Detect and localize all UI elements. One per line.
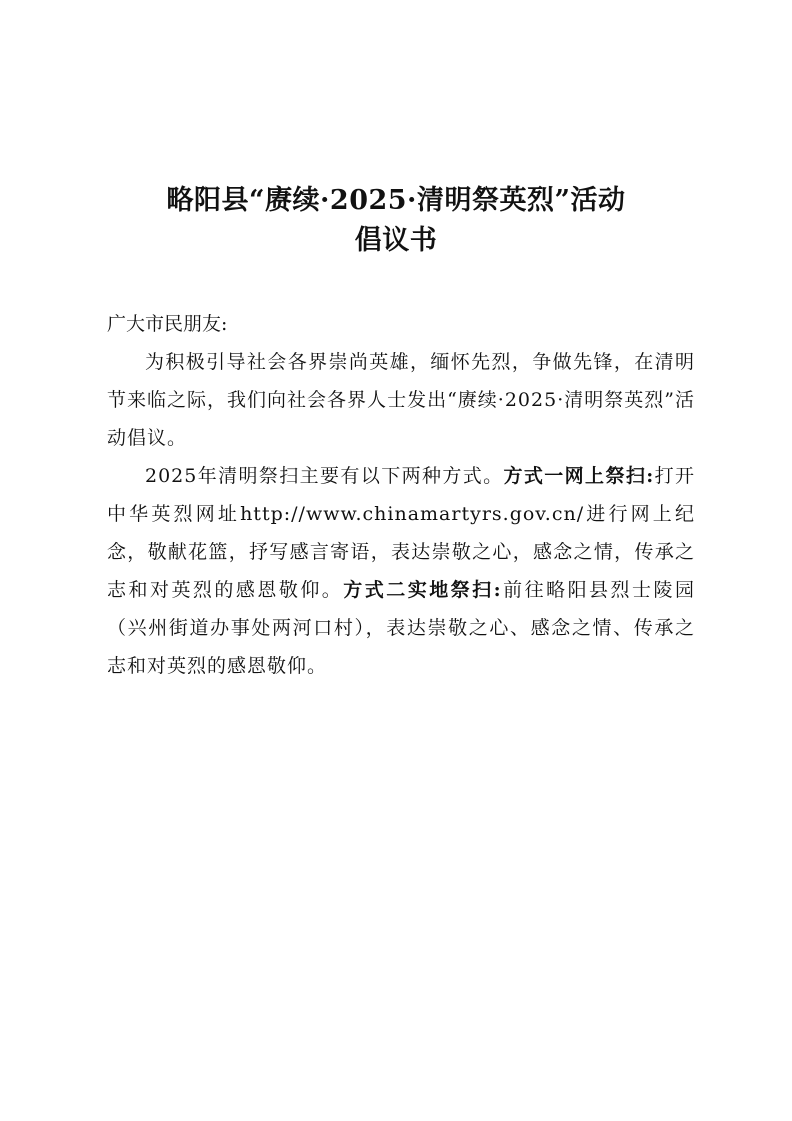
- document-title-line-1: 略阳县“赓续·2025·清明祭英烈”活动: [166, 185, 626, 216]
- method-2-label: 方式二实地祭扫:: [343, 579, 502, 601]
- paragraph-intro: 为积极引导社会各界崇尚英雄，缅怀先烈，争做先锋，在清明节来临之际，我们向社会各界人士发出“赓续·2025·清明祭英烈”活动倡议。: [107, 351, 695, 449]
- method-2-text: 前往略阳县烈士陵园（兴州街道办事处两河口村），表达崇敬之心、感念之情、传承之志和对英烈的感恩敬仰。: [107, 579, 695, 677]
- method-1-text: 打开中华英烈网址http://www.chinamartyrs.gov.cn/进行网上纪念，敬献花篮，抒写感言寄语，表达崇敬之心，感念之情，传承之志和对英烈的感恩敬仰。: [107, 465, 696, 601]
- document-title-line-2: 倡议书: [354, 225, 438, 256]
- paragraph-methods: [107, 457, 695, 685]
- salutation: 广大市民朋友:: [107, 313, 228, 335]
- methods-intro: 2025年清明祭扫主要有以下两种方式。: [145, 465, 504, 487]
- method-1-label: 方式一网上祭扫:: [503, 465, 655, 487]
